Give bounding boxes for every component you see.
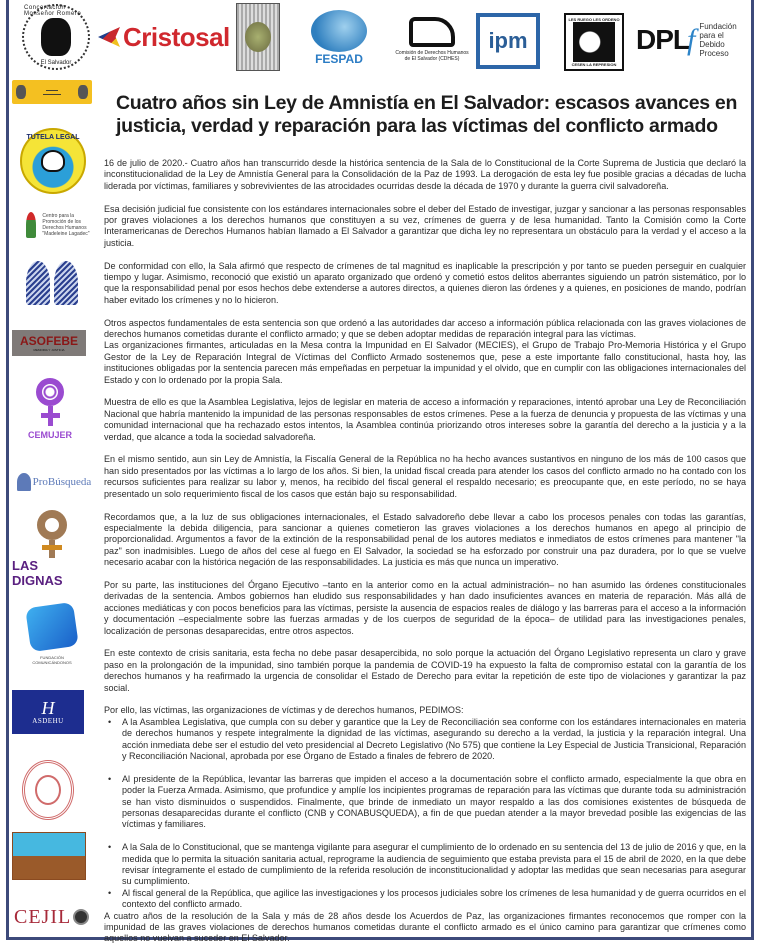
dplf-wordmark: DPL bbox=[636, 24, 689, 55]
lagadec-line: Promoción de los bbox=[42, 219, 82, 225]
venus-symbol-icon bbox=[37, 510, 67, 540]
logo-universidad-el-salvador bbox=[22, 760, 74, 820]
article-title: Cuatro años sin Ley de Amnistía en El Salvador: escasos avances en justicia, verdad y reparación para las víctimas del conflicto armado bbox=[116, 92, 738, 137]
venus-stem bbox=[49, 540, 55, 558]
asdehu-h-mark: H bbox=[41, 698, 55, 718]
comadres-text: ▬▬▬▬ ▬▬▬▬▬▬ bbox=[43, 88, 61, 96]
demand-item: • A la Sala de lo Constitucional, que se mantenga vigilante para asegurar el cumplimiento de lo ordenado en su sentencia del 13 de julio de 2016 y que, en la medida que lo permita la situación sanitaria actual, reprograme la audiencia de seguimiento que estaba prevista para el 15 de abril de 2020, en la que debe revisar íntegramente el estado de cumplimiento de la referida resolución de inconstitucionalidad y adoptar las medidas que sean necesarias para asegurar su cumplimiento. bbox=[104, 842, 746, 888]
logo-cejil bbox=[14, 903, 89, 931]
cdhes-caption: Comisión de Derechos Humanos de El Salvador (CDHES) bbox=[395, 49, 469, 62]
comunicandonos-text bbox=[32, 655, 71, 665]
figure-icon bbox=[54, 261, 78, 305]
article-body bbox=[104, 158, 746, 945]
paragraph: Esa decisión judicial fue consistente con los estándares internacionales sobre el deber del Estado de investigar, juzgar y sancionar a las personas responsables por graves violaciones a los derechos humanos que constituyen a su vez, crímenes de guerra y de lesa humanidad. Tanto la Comisión como la Corte Interamericanas de Derechos Humanos habían llamado a El Salvador a garantizar que dicha ley no representara un obstáculo para la verdad y el acceso a la justicia. bbox=[104, 203, 746, 248]
cesen-top-text: LES RUEGO LES ORDENO bbox=[568, 17, 620, 22]
logo-familiares bbox=[22, 258, 82, 308]
romero-woodcut-icon bbox=[573, 22, 615, 62]
comunicandonos-line: COMUNICÁNDONOS bbox=[32, 660, 72, 665]
cesen-bottom-text: CESEN LA REPRESION bbox=[571, 62, 617, 67]
paragraph: De conformidad con ello, la Sala afirmó que respecto de crímenes de tal magnitud es inaplicable la prescripción y por tanto se pueden perseguir en cualquier tiempo y lugar. Asimismo, reconoció que existió un aparato organizado que ordenó y cometió estos delitos aberrantes siguiendo un patrón sistemático, por lo que la responsabilidad penal por esos hechos debe extenderse a autores directos, a quienes dieron las órdenes y a quienes, en posiciones de mando, podrían haber evitado los crímenes y no lo hicieron. bbox=[104, 260, 746, 305]
logo-cesen-la-represion bbox=[564, 13, 624, 71]
logo-dplf bbox=[636, 18, 750, 62]
header-logo-row bbox=[14, 0, 750, 76]
dplf-f-mark: f bbox=[687, 23, 696, 56]
logo-fespad bbox=[304, 6, 374, 70]
cristosal-flag-icon bbox=[98, 27, 120, 47]
cdhes-mark-icon bbox=[409, 17, 455, 47]
fespad-wordmark: FESPAD bbox=[315, 52, 363, 66]
paragraph: Recordamos que, a la luz de sus obligaciones internacionales, el Estado salvadoreño debe llevar a cabo los procesos penales con todas las garantías, especialmente la debida diligencia, para sancionar a quienes cometieron las graves violaciones a los derechos humanos en apego al principio de proporcionalidad. Argumentos a favor de la extinción de la responsabilidad penal de los autores mediatos e inmediatos de estos crímenes para mantener "la paz" son inadmisibles. Luego de años del cese al fuego en El Salvador, la sociedad se ha esforzado por construir una paz duradera, por lo que se vuelve necesario acabar con la histórica negación de las responsabilidades. La justicia es más que nunca un imperativo. bbox=[104, 511, 746, 568]
cejil-seal-icon bbox=[73, 909, 89, 925]
logo-cristosal bbox=[98, 22, 230, 52]
probusqueda-wordmark: ProBúsqueda bbox=[32, 476, 92, 488]
dplf-sub-line: Fundación bbox=[699, 22, 737, 31]
lagadec-line: Derechos Humanos bbox=[42, 225, 87, 231]
comunicandonos-line: FUNDACIÓN bbox=[40, 655, 64, 660]
paragraph: En el mismo sentido, aun sin Ley de Amnistía, la Fiscalía General de la República no ha hecho avances sustantivos en ninguno de los más de 100 casos que han sido presentados por las víctimas a lo largo de los años. Si bien, la unidad fiscal creada para atender los casos del conflicto armado no ha contado con los recursos suficientes para realizar su labor y, menos, ha recibido del fiscal general el respaldo necesario; es preocupante que, en este período, no se haya presentado un solo requerimiento fiscal de los casos que están bajo su responsabilidad. bbox=[104, 454, 746, 499]
figure-icon bbox=[26, 261, 50, 305]
logo-las-dignas bbox=[12, 510, 92, 588]
logo-asdehu bbox=[12, 690, 84, 734]
tutela-legal-text: TUTELA LEGAL bbox=[26, 134, 80, 141]
logo-ipm bbox=[476, 13, 540, 69]
family-icon bbox=[17, 473, 31, 491]
fespad-globe-icon bbox=[311, 10, 367, 52]
venus-stem bbox=[48, 406, 53, 426]
logo-ring-bottom-text: El Salvador bbox=[40, 60, 72, 66]
dplf-sub-line: para el Debido bbox=[699, 31, 725, 49]
paragraph: Por su parte, las instituciones del Órgano Ejecutivo –tanto en la anterior como en la actual administración– no han asumido las órdenes constitucionales derivadas de la sentencia. Ambos gobiernos han eludido sus responsabilidades y han dado insuficientes avances en materia de reparación. Más allá de acciones mediáticas y con pocos beneficios para las víctimas, persiste la ausencia de espacios reales de diálogo y las barreras para el acceso a la información y documentación –especialmente sobre las fuerzas armadas y de los cuerpos de seguridad de la época– de utilidad para las investigaciones penales, localización de personas desaparecidas, entre otros aspectos. bbox=[104, 579, 746, 636]
dplf-sub-line: Proceso bbox=[699, 49, 729, 58]
logo-cemujer bbox=[20, 370, 80, 448]
logo-comunicandonos bbox=[16, 600, 88, 670]
asofebe-wordmark: ASOFEBE bbox=[19, 334, 78, 348]
logo-cdhes bbox=[394, 10, 470, 68]
logo-comadres bbox=[12, 80, 92, 104]
paragraph-date-intro: 16 de julio de 2020.- Cuatro años han transcurrido desde la histórica sentencia de la Sala de lo Constitucional de la Corte Suprema de Justicia que declaró la inconstitucionalidad de la Ley de Amnistía General para la Consolidación de la Paz de 1993. La derogación de esta ley fue posible gracias a décadas de lucha liderada por víctimas, familiares y sobrevivientes de las atrocidades ocurridas desde la década de 1970 y durante la guerra civil salvadoreña. bbox=[104, 158, 746, 191]
ipm-wordmark: ipm bbox=[488, 28, 528, 53]
logo-concertacion-monsenor-romero bbox=[22, 4, 90, 70]
romero-portrait-icon bbox=[41, 18, 71, 56]
dplf-subtitle bbox=[699, 22, 750, 58]
las-dignas-wordmark: LAS DIGNAS bbox=[12, 558, 63, 588]
logo-ring-text: Concertación Monseñor Romero bbox=[24, 5, 82, 17]
paragraph: En este contexto de crisis sanitaria, esta fecha no debe pasar desapercibida, no solo porque la actuación del Órgano Legislativo representa un claro y grave paso en la prolongación de la impunidad, sino también porque la pandemia de COVID-19 ha expuesto la falta de compromiso estatal con la garantía de los derechos humanos y ha reafirmado la urgencia de consolidar el Estado de Derecho para evitar la repetición de este tipo de violaciones y garantizar la paz social. bbox=[104, 648, 746, 693]
logo-asofebe bbox=[12, 330, 86, 356]
seal-icon bbox=[245, 22, 271, 52]
comunicandonos-mark-icon bbox=[25, 602, 79, 652]
university-seal-icon bbox=[35, 775, 61, 805]
portrait-icon bbox=[16, 85, 26, 99]
closing-paragraph: A cuatro años de la resolución de la Sala y más de 28 años desde los Acuerdos de Paz, las organizaciones firmantes reconocemos que romper con la impunidad de las graves violaciones de derechos humanos cometidas durante el conflicto armado es el único camino para garantizar que crímenes como aquellos no vuelvan a suceder en El Salvador. bbox=[104, 910, 746, 944]
cristosal-wordmark: Cristosal bbox=[123, 21, 230, 52]
cemujer-wordmark: CEMUJER bbox=[27, 430, 72, 440]
paragraph: Muestra de ello es que la Asamblea Legislativa, lejos de legislar en materia de acceso a información y reparaciones, intentó aprobar una Ley de Reconciliación Nacional que habría mantenido la impunidad de las personas responsables de estos crímenes. Pese a la fuerza de denuncia y propuesta de las víctimas y una comunidad internacional que ha rechazado estos intentos, la Asamblea continúa priorizando otros intereses sobre la garantía del derecho a la justicia y a la verdad, que alcance a toda la sociedad salvadoreña. bbox=[104, 397, 746, 442]
lagadec-line: Centro para la bbox=[42, 213, 75, 219]
logo-tower-seal bbox=[236, 3, 280, 71]
portrait-icon bbox=[78, 85, 88, 99]
logo-tutela-legal bbox=[20, 128, 86, 194]
rose-icon bbox=[26, 212, 36, 238]
logo-mural-image bbox=[12, 832, 86, 880]
lagadec-text bbox=[42, 213, 89, 237]
logo-madeleine-lagadec bbox=[12, 210, 104, 240]
paragraph: Otros aspectos fundamentales de esta sentencia son que ordenó a las autoridades dar acceso a información pública relacionada con las graves violaciones de derechos humanos cometidas durante el conflicto armado; y que se deben adoptar medidas de reparación integral para las víctimas. bbox=[104, 317, 746, 340]
venus-symbol-icon bbox=[36, 378, 64, 406]
paragraph: Las organizaciones firmantes, articuladas en la Mesa contra la Impunidad en El Salvador (MECIES), el Grupo de Trabajo Pro-Memoria Histórica y el Grupo Gestor de la Ley de Reparación Integral de Víctimas del Conflicto Armado sostenemos que, pese a este importante fallo constitucional, hasta hoy, las instituciones obligadas por la sentencia parecen más empeñadas en perpetuar la impunidad y el olvido, que en cumplir con las obligaciones internacionales del Estado y con lo ordenado por la propia Sala. bbox=[104, 340, 746, 385]
lagadec-line: "Madeleine Lagadec" bbox=[42, 231, 90, 237]
portrait-icon bbox=[41, 150, 65, 172]
logo-probusqueda bbox=[12, 468, 96, 496]
demand-item: • A la Asamblea Legislativa, que cumpla con su deber y garantice que la Ley de Reconciliación sea conforme con los estándares internacionales en materia de derechos humanos y respete integralmente la dignidad de las víctimas, asegurando su derecho a la verdad, la justicia y la reparación integral. Una acción inmediata debe ser el estudio del veto presidencial al Decreto Legislativo (No 575) que contiene la Ley Especial de Justicia Transicional, Reparación y Reconciliación Nacional, aprobada por ese Órgano de Estado a finales de febrero de 2020. bbox=[104, 717, 746, 763]
cejil-wordmark: CEJIL bbox=[14, 905, 72, 928]
demands-intro: Por ello, las víctimas, las organizaciones de víctimas y de derechos humanos, PEDIMOS: bbox=[104, 705, 464, 716]
asdehu-wordmark: ASDEHU bbox=[32, 717, 64, 725]
asofebe-subtitle: MEMORIA Y JUSTICIA bbox=[33, 348, 65, 352]
demand-item: • Al fiscal general de la República, que agilice las investigaciones y los procesos judiciales sobre los crímenes de lesa humanidad y de guerra ocurridos en el contexto del conflicto armado. bbox=[104, 888, 746, 911]
demand-item: • Al presidente de la República, levantar las barreras que impiden el acceso a la documentación sobre el conflicto armado, especialmente la que obra en poder la Fuerza Armada. Asimismo, que profundice y amplíe los incipientes programas de reparación para las víctimas que durante toda su administración se han visto disminuidos o suspendidos. Finalmente, que brinde de inmediato un mayor respaldo a las dos comisiones existentes de búsqueda de personas desaparecidas durante el conflicto (CNB y CONABUSQUEDA), a fin de que puedan atender a la mayor brevedad posible las exigencias de las víctimas y familiares. bbox=[104, 774, 746, 831]
demands-list bbox=[104, 717, 746, 911]
